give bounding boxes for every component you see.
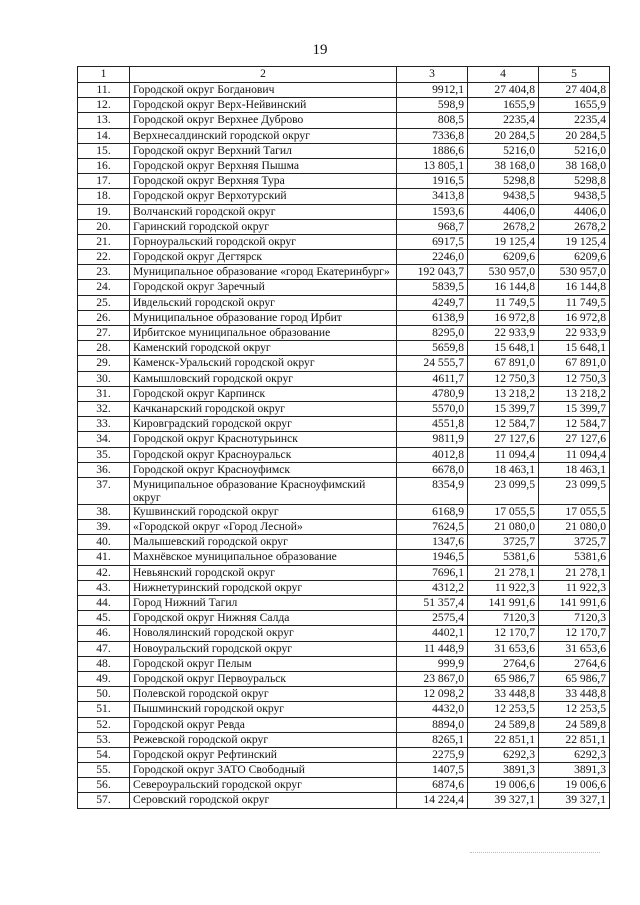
table-row — [78, 128, 610, 143]
table-row — [78, 341, 610, 356]
column-5-value-cell: 11 749,5 — [539, 295, 610, 310]
column-5-value-cell: 18 463,1 — [539, 462, 610, 477]
column-3-value-cell: 808,5 — [397, 113, 468, 128]
column-3-value-cell: 14 224,4 — [397, 793, 468, 808]
column-4-value-cell: 21 080,0 — [468, 520, 539, 535]
column-5-value-cell: 22 851,1 — [539, 732, 610, 747]
column-4-value-cell: 27 404,8 — [468, 83, 539, 98]
column-3-value-cell: 5570,0 — [397, 401, 468, 416]
table-row — [78, 702, 610, 717]
municipality-name-cell: Североуральский городской округ — [130, 778, 397, 793]
row-number-cell: 44. — [78, 596, 130, 611]
municipality-name-cell: Камышловский городской округ — [130, 371, 397, 386]
municipality-name-cell: Ирбитское муниципальное образование — [130, 326, 397, 341]
table-row — [78, 250, 610, 265]
column-4-value-cell: 65 986,7 — [468, 671, 539, 686]
column-3-value-cell: 6917,5 — [397, 234, 468, 249]
row-number-cell: 25. — [78, 295, 130, 310]
row-number-cell: 49. — [78, 671, 130, 686]
row-number-cell: 27. — [78, 326, 130, 341]
column-5-value-cell: 67 891,0 — [539, 356, 610, 371]
row-number-cell: 37. — [78, 477, 130, 504]
column-3-value-cell: 8354,9 — [397, 477, 468, 504]
column-5-value-cell: 13 218,2 — [539, 386, 610, 401]
table-row — [78, 596, 610, 611]
row-number-cell: 57. — [78, 793, 130, 808]
column-5-value-cell: 7120,3 — [539, 611, 610, 626]
column-5-value-cell: 9438,5 — [539, 189, 610, 204]
municipality-name-cell: Городской округ Красноуральск — [130, 447, 397, 462]
municipality-name-cell: Городской округ Верх-Нейвинский — [130, 98, 397, 113]
municipality-name-cell: Городской округ Первоуральск — [130, 671, 397, 686]
row-number-cell: 19. — [78, 204, 130, 219]
column-5-value-cell: 16 144,8 — [539, 280, 610, 295]
table-row — [78, 113, 610, 128]
table-row — [78, 656, 610, 671]
column-4-value-cell: 39 327,1 — [468, 793, 539, 808]
table-row — [78, 234, 610, 249]
municipality-name-cell: Городской округ Карпинск — [130, 386, 397, 401]
table-row — [78, 671, 610, 686]
column-3-value-cell: 4249,7 — [397, 295, 468, 310]
column-4-value-cell: 3725,7 — [468, 535, 539, 550]
row-number-cell: 51. — [78, 702, 130, 717]
column-5-value-cell: 4406,0 — [539, 204, 610, 219]
column-3-value-cell: 7696,1 — [397, 565, 468, 580]
row-number-cell: 39. — [78, 520, 130, 535]
municipality-name-cell: «Городской округ «Город Лесной» — [130, 520, 397, 535]
table-row — [78, 763, 610, 778]
column-3-value-cell: 7336,8 — [397, 128, 468, 143]
column-5-value-cell: 33 448,8 — [539, 687, 610, 702]
column-5-value-cell: 15 648,1 — [539, 341, 610, 356]
table-row — [78, 793, 610, 808]
municipality-name-cell: Городской округ Верхотурский — [130, 189, 397, 204]
column-5-value-cell: 31 653,6 — [539, 641, 610, 656]
municipality-name-cell: Городской округ Дегтярск — [130, 250, 397, 265]
column-3-value-cell: 8894,0 — [397, 717, 468, 732]
column-4-value-cell: 2764,6 — [468, 656, 539, 671]
municipality-name-cell: Городской округ Заречный — [130, 280, 397, 295]
column-header-1: 1 — [78, 67, 130, 83]
column-4-value-cell: 20 284,5 — [468, 128, 539, 143]
municipality-name-cell: Городской округ Верхний Тагил — [130, 143, 397, 158]
column-5-value-cell: 5298,8 — [539, 174, 610, 189]
column-5-value-cell: 6292,3 — [539, 747, 610, 762]
column-5-value-cell: 11 094,4 — [539, 447, 610, 462]
table-row — [78, 432, 610, 447]
row-number-cell: 53. — [78, 732, 130, 747]
table-row — [78, 371, 610, 386]
row-number-cell: 30. — [78, 371, 130, 386]
row-number-cell: 26. — [78, 310, 130, 325]
table-row — [78, 326, 610, 341]
table-row — [78, 447, 610, 462]
column-5-value-cell: 12 750,3 — [539, 371, 610, 386]
column-3-value-cell: 4432,0 — [397, 702, 468, 717]
column-3-value-cell: 192 043,7 — [397, 265, 468, 280]
table-row — [78, 580, 610, 595]
table-row — [78, 477, 610, 504]
row-number-cell: 11. — [78, 83, 130, 98]
column-5-value-cell: 15 399,7 — [539, 401, 610, 416]
municipality-name-cell: Город Нижний Тагил — [130, 596, 397, 611]
row-number-cell: 56. — [78, 778, 130, 793]
municipality-name-cell: Городской округ Верхнее Дуброво — [130, 113, 397, 128]
column-4-value-cell: 12 584,7 — [468, 417, 539, 432]
column-3-value-cell: 51 357,4 — [397, 596, 468, 611]
municipality-name-cell: Городской округ Красноуфимск — [130, 462, 397, 477]
table-row — [78, 747, 610, 762]
row-number-cell: 42. — [78, 565, 130, 580]
row-number-cell: 32. — [78, 401, 130, 416]
column-4-value-cell: 1655,9 — [468, 98, 539, 113]
municipality-name-cell: Серовский городской округ — [130, 793, 397, 808]
column-3-value-cell: 999,9 — [397, 656, 468, 671]
column-3-value-cell: 11 448,9 — [397, 641, 468, 656]
column-4-value-cell: 2235,4 — [468, 113, 539, 128]
table-row — [78, 504, 610, 519]
municipality-name-cell: Муниципальное образование город Ирбит — [130, 310, 397, 325]
municipality-name-cell: Новолялинский городской округ — [130, 626, 397, 641]
column-4-value-cell: 24 589,8 — [468, 717, 539, 732]
row-number-cell: 52. — [78, 717, 130, 732]
column-3-value-cell: 4312,2 — [397, 580, 468, 595]
row-number-cell: 33. — [78, 417, 130, 432]
table-row — [78, 535, 610, 550]
column-3-value-cell: 4780,9 — [397, 386, 468, 401]
column-4-value-cell: 21 278,1 — [468, 565, 539, 580]
column-3-value-cell: 3413,8 — [397, 189, 468, 204]
column-4-value-cell: 141 991,6 — [468, 596, 539, 611]
table-row — [78, 626, 610, 641]
column-3-value-cell: 1347,6 — [397, 535, 468, 550]
municipality-name-cell: Гаринский городской округ — [130, 219, 397, 234]
municipality-name-cell: Кушвинский городской округ — [130, 504, 397, 519]
table-row — [78, 265, 610, 280]
municipality-name-cell: Городской округ Краснотурьинск — [130, 432, 397, 447]
row-number-cell: 13. — [78, 113, 130, 128]
column-4-value-cell: 13 218,2 — [468, 386, 539, 401]
municipality-name-cell: Малышевский городской округ — [130, 535, 397, 550]
municipality-name-cell: Городской округ Верхняя Тура — [130, 174, 397, 189]
column-5-value-cell: 1655,9 — [539, 98, 610, 113]
column-4-value-cell: 33 448,8 — [468, 687, 539, 702]
municipality-name-cell: Каменск-Уральский городской округ — [130, 356, 397, 371]
table-row — [78, 189, 610, 204]
table-row — [78, 158, 610, 173]
municipality-name-cell: Городской округ Пелым — [130, 656, 397, 671]
row-number-cell: 16. — [78, 158, 130, 173]
column-4-value-cell: 4406,0 — [468, 204, 539, 219]
table-row — [78, 565, 610, 580]
column-3-value-cell: 5659,8 — [397, 341, 468, 356]
column-3-value-cell: 6168,9 — [397, 504, 468, 519]
column-5-value-cell: 21 278,1 — [539, 565, 610, 580]
row-number-cell: 36. — [78, 462, 130, 477]
column-3-value-cell: 13 805,1 — [397, 158, 468, 173]
table-row — [78, 732, 610, 747]
column-5-value-cell: 12 170,7 — [539, 626, 610, 641]
column-5-value-cell: 2764,6 — [539, 656, 610, 671]
table-row — [78, 219, 610, 234]
municipality-name-cell: Режевской городской округ — [130, 732, 397, 747]
scan-artifact — [470, 852, 600, 854]
column-5-value-cell: 3891,3 — [539, 763, 610, 778]
column-3-value-cell: 5839,5 — [397, 280, 468, 295]
column-4-value-cell: 19 006,6 — [468, 778, 539, 793]
municipality-name-cell: Городской округ Ревда — [130, 717, 397, 732]
row-number-cell: 43. — [78, 580, 130, 595]
row-number-cell: 34. — [78, 432, 130, 447]
column-3-value-cell: 2575,4 — [397, 611, 468, 626]
column-header-3: 3 — [397, 67, 468, 83]
column-4-value-cell: 15 399,7 — [468, 401, 539, 416]
row-number-cell: 50. — [78, 687, 130, 702]
column-4-value-cell: 31 653,6 — [468, 641, 539, 656]
row-number-cell: 14. — [78, 128, 130, 143]
column-header-5: 5 — [539, 67, 610, 83]
column-3-value-cell: 4611,7 — [397, 371, 468, 386]
column-5-value-cell: 23 099,5 — [539, 477, 610, 504]
table-header-row — [78, 67, 610, 83]
table-row — [78, 280, 610, 295]
column-5-value-cell: 19 006,6 — [539, 778, 610, 793]
municipality-name-cell: Каменский городской округ — [130, 341, 397, 356]
column-4-value-cell: 11 922,3 — [468, 580, 539, 595]
column-5-value-cell: 5216,0 — [539, 143, 610, 158]
column-4-value-cell: 38 168,0 — [468, 158, 539, 173]
row-number-cell: 22. — [78, 250, 130, 265]
row-number-cell: 47. — [78, 641, 130, 656]
column-5-value-cell: 27 127,6 — [539, 432, 610, 447]
municipality-name-cell: Городской округ Нижняя Салда — [130, 611, 397, 626]
municipality-name-cell: Ивдельский городской округ — [130, 295, 397, 310]
column-4-value-cell: 9438,5 — [468, 189, 539, 204]
row-number-cell: 54. — [78, 747, 130, 762]
municipality-name-cell: Муниципальное образование Красноуфимский округ — [130, 477, 397, 504]
column-4-value-cell: 7120,3 — [468, 611, 539, 626]
column-4-value-cell: 12 253,5 — [468, 702, 539, 717]
column-3-value-cell: 6138,9 — [397, 310, 468, 325]
row-number-cell: 12. — [78, 98, 130, 113]
table-row — [78, 83, 610, 98]
column-3-value-cell: 6678,0 — [397, 462, 468, 477]
row-number-cell: 46. — [78, 626, 130, 641]
column-3-value-cell: 9811,9 — [397, 432, 468, 447]
column-5-value-cell: 20 284,5 — [539, 128, 610, 143]
municipality-name-cell: Горноуральский городской округ — [130, 234, 397, 249]
column-4-value-cell: 23 099,5 — [468, 477, 539, 504]
municipality-name-cell: Городской округ ЗАТО Свободный — [130, 763, 397, 778]
column-4-value-cell: 5216,0 — [468, 143, 539, 158]
column-4-value-cell: 530 957,0 — [468, 265, 539, 280]
column-4-value-cell: 12 170,7 — [468, 626, 539, 641]
municipality-name-cell: Пышминский городской округ — [130, 702, 397, 717]
column-5-value-cell: 141 991,6 — [539, 596, 610, 611]
row-number-cell: 45. — [78, 611, 130, 626]
municipality-name-cell: Городской округ Рефтинский — [130, 747, 397, 762]
column-header-2: 2 — [130, 67, 397, 83]
column-4-value-cell: 19 125,4 — [468, 234, 539, 249]
municipality-name-cell: Нижнетуринский городской округ — [130, 580, 397, 595]
municipality-name-cell: Качканарский городской округ — [130, 401, 397, 416]
column-4-value-cell: 12 750,3 — [468, 371, 539, 386]
row-number-cell: 15. — [78, 143, 130, 158]
column-header-4: 4 — [468, 67, 539, 83]
column-5-value-cell: 27 404,8 — [539, 83, 610, 98]
column-3-value-cell: 968,7 — [397, 219, 468, 234]
column-3-value-cell: 8295,0 — [397, 326, 468, 341]
column-3-value-cell: 23 867,0 — [397, 671, 468, 686]
column-3-value-cell: 2246,0 — [397, 250, 468, 265]
table-row — [78, 717, 610, 732]
column-5-value-cell: 530 957,0 — [539, 265, 610, 280]
column-5-value-cell: 19 125,4 — [539, 234, 610, 249]
municipality-name-cell: Полевской городской округ — [130, 687, 397, 702]
municipality-name-cell: Муниципальное образование «город Екатеринбург» — [130, 265, 397, 280]
municipality-name-cell: Невьянский городской округ — [130, 565, 397, 580]
column-4-value-cell: 17 055,5 — [468, 504, 539, 519]
column-5-value-cell: 2678,2 — [539, 219, 610, 234]
municipality-name-cell: Верхнесалдинский городской округ — [130, 128, 397, 143]
column-3-value-cell: 1886,6 — [397, 143, 468, 158]
row-number-cell: 48. — [78, 656, 130, 671]
municipality-name-cell: Махнёвское муниципальное образование — [130, 550, 397, 565]
column-4-value-cell: 6209,6 — [468, 250, 539, 265]
row-number-cell: 23. — [78, 265, 130, 280]
table-row — [78, 143, 610, 158]
column-5-value-cell: 24 589,8 — [539, 717, 610, 732]
column-3-value-cell: 1916,5 — [397, 174, 468, 189]
table-row — [78, 401, 610, 416]
column-4-value-cell: 67 891,0 — [468, 356, 539, 371]
row-number-cell: 38. — [78, 504, 130, 519]
column-3-value-cell: 1593,6 — [397, 204, 468, 219]
column-4-value-cell: 5381,6 — [468, 550, 539, 565]
column-4-value-cell: 18 463,1 — [468, 462, 539, 477]
column-4-value-cell: 16 144,8 — [468, 280, 539, 295]
column-4-value-cell: 5298,8 — [468, 174, 539, 189]
column-5-value-cell: 12 584,7 — [539, 417, 610, 432]
column-4-value-cell: 15 648,1 — [468, 341, 539, 356]
column-4-value-cell: 3891,3 — [468, 763, 539, 778]
column-4-value-cell: 16 972,8 — [468, 310, 539, 325]
column-3-value-cell: 9912,1 — [397, 83, 468, 98]
row-number-cell: 31. — [78, 386, 130, 401]
column-5-value-cell: 17 055,5 — [539, 504, 610, 519]
row-number-cell: 55. — [78, 763, 130, 778]
column-3-value-cell: 6874,6 — [397, 778, 468, 793]
column-5-value-cell: 38 168,0 — [539, 158, 610, 173]
row-number-cell: 40. — [78, 535, 130, 550]
municipality-name-cell: Волчанский городской округ — [130, 204, 397, 219]
column-3-value-cell: 8265,1 — [397, 732, 468, 747]
column-3-value-cell: 4402,1 — [397, 626, 468, 641]
row-number-cell: 17. — [78, 174, 130, 189]
row-number-cell: 21. — [78, 234, 130, 249]
column-3-value-cell: 2275,9 — [397, 747, 468, 762]
column-5-value-cell: 16 972,8 — [539, 310, 610, 325]
column-4-value-cell: 22 933,9 — [468, 326, 539, 341]
table-row — [78, 356, 610, 371]
table-row — [78, 778, 610, 793]
column-4-value-cell: 2678,2 — [468, 219, 539, 234]
column-5-value-cell: 3725,7 — [539, 535, 610, 550]
table-row — [78, 550, 610, 565]
table-row — [78, 462, 610, 477]
municipality-name-cell: Городской округ Верхняя Пышма — [130, 158, 397, 173]
column-5-value-cell: 5381,6 — [539, 550, 610, 565]
column-3-value-cell: 12 098,2 — [397, 687, 468, 702]
table-row — [78, 417, 610, 432]
column-3-value-cell: 7624,5 — [397, 520, 468, 535]
row-number-cell: 20. — [78, 219, 130, 234]
column-5-value-cell: 22 933,9 — [539, 326, 610, 341]
column-5-value-cell: 6209,6 — [539, 250, 610, 265]
column-5-value-cell: 21 080,0 — [539, 520, 610, 535]
column-4-value-cell: 11 094,4 — [468, 447, 539, 462]
table-row — [78, 204, 610, 219]
table-row — [78, 520, 610, 535]
column-3-value-cell: 1946,5 — [397, 550, 468, 565]
municipality-name-cell: Городской округ Богданович — [130, 83, 397, 98]
column-3-value-cell: 24 555,7 — [397, 356, 468, 371]
column-3-value-cell: 4551,8 — [397, 417, 468, 432]
row-number-cell: 29. — [78, 356, 130, 371]
column-3-value-cell: 1407,5 — [397, 763, 468, 778]
table-row — [78, 687, 610, 702]
budget-table — [77, 66, 610, 809]
table-row — [78, 174, 610, 189]
table-body — [78, 67, 610, 809]
table-row — [78, 295, 610, 310]
page-number: 19 — [312, 42, 328, 58]
column-5-value-cell: 2235,4 — [539, 113, 610, 128]
column-4-value-cell: 11 749,5 — [468, 295, 539, 310]
row-number-cell: 28. — [78, 341, 130, 356]
row-number-cell: 41. — [78, 550, 130, 565]
column-5-value-cell: 11 922,3 — [539, 580, 610, 595]
column-4-value-cell: 6292,3 — [468, 747, 539, 762]
table-row — [78, 641, 610, 656]
column-3-value-cell: 598,9 — [397, 98, 468, 113]
table-row — [78, 98, 610, 113]
row-number-cell: 35. — [78, 447, 130, 462]
row-number-cell: 24. — [78, 280, 130, 295]
column-4-value-cell: 27 127,6 — [468, 432, 539, 447]
table-row — [78, 386, 610, 401]
column-5-value-cell: 65 986,7 — [539, 671, 610, 686]
table-row — [78, 611, 610, 626]
table-row — [78, 310, 610, 325]
column-3-value-cell: 4012,8 — [397, 447, 468, 462]
row-number-cell: 18. — [78, 189, 130, 204]
column-4-value-cell: 22 851,1 — [468, 732, 539, 747]
column-5-value-cell: 39 327,1 — [539, 793, 610, 808]
column-5-value-cell: 12 253,5 — [539, 702, 610, 717]
municipality-name-cell: Кировградский городской округ — [130, 417, 397, 432]
municipality-name-cell: Новоуральский городской округ — [130, 641, 397, 656]
